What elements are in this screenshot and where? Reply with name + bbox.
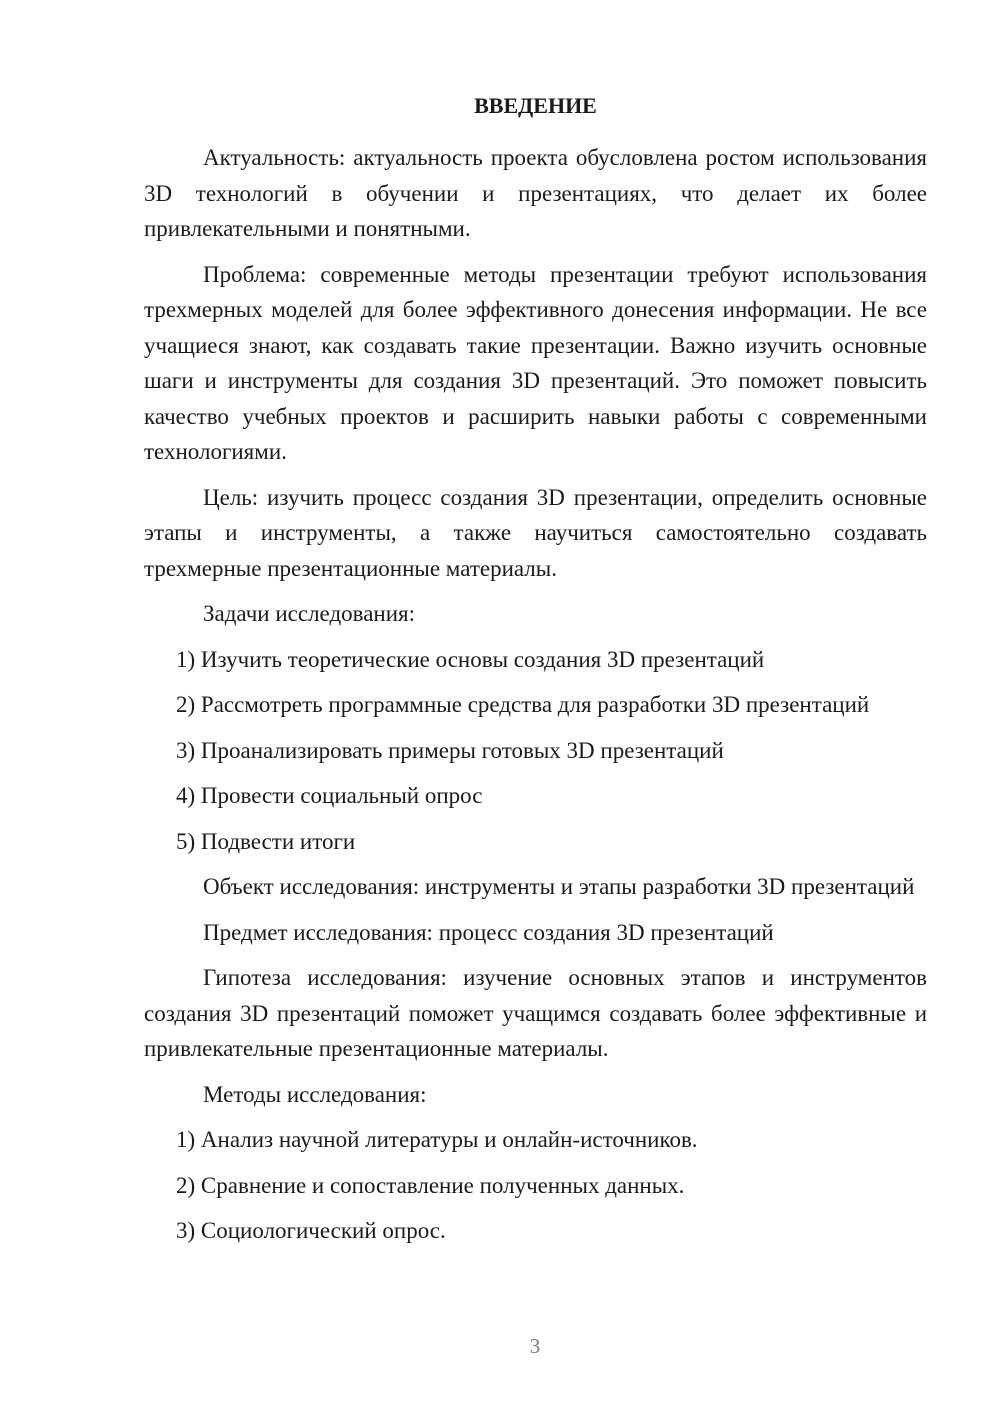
paragraph-subject: Предмет исследования: процесс создания 3D презентаций [203,919,774,945]
list-item: 2) Сравнение и сопоставление полученных данных. [176,1172,685,1198]
list-item: 3) Проанализировать примеры готовых 3D презентаций [176,737,724,763]
section-title: ВВЕДЕНИЕ [474,93,597,118]
page-number: 3 [529,1334,541,1358]
list-item: 3) Социологический опрос. [176,1218,446,1243]
paragraph-relevance: Актуальность: актуальность проекта обусловлена ростом использования 3D технологий в обучении и презентациях, что делает их более привлекательными и понятными. [144,145,927,241]
list-item: 1) Изучить теоретические основы создания 3D презентаций [176,646,765,672]
paragraph-problem: Проблема: современные методы презентации требуют использования трехмерных моделей для более эффективного донесения информации. Не все учащиеся знают, как создавать такие презентации. Важно изучить основные шаги и инструменты для создания 3D презентаций. Это поможет повысить качество учебных проектов и расширить навыки работы с современными технологиями. [144,261,927,464]
list-item: 4) Провести социальный опрос [176,783,483,808]
tasks-list [144,642,927,860]
methods-heading: Методы исследования: [203,1081,427,1107]
methods-list [144,1122,927,1249]
paragraph-object: Объект исследования: инструменты и этапы разработки 3D презентаций [203,874,915,899]
list-item: 2) Рассмотреть программные средства для разработки 3D презентаций [176,692,870,717]
paragraph-hypothesis: Гипотеза исследования: изучение основных этапов и инструментов создания 3D презентаций поможет учащимся создавать более эффективные и привлекательные презентационные материалы. [144,965,927,1061]
list-item: 5) Подвести итоги [176,828,356,854]
document-page [144,92,927,1259]
paragraph-goal: Цель: изучить процесс создания 3D презентации, определить основные этапы и инструменты, а также научиться самостоятельно создавать трехмерные презентационные материалы. [144,484,927,581]
tasks-heading: Задачи исследования: [203,601,416,626]
list-item: 1) Анализ научной литературы и онлайн-источников. [176,1127,698,1152]
